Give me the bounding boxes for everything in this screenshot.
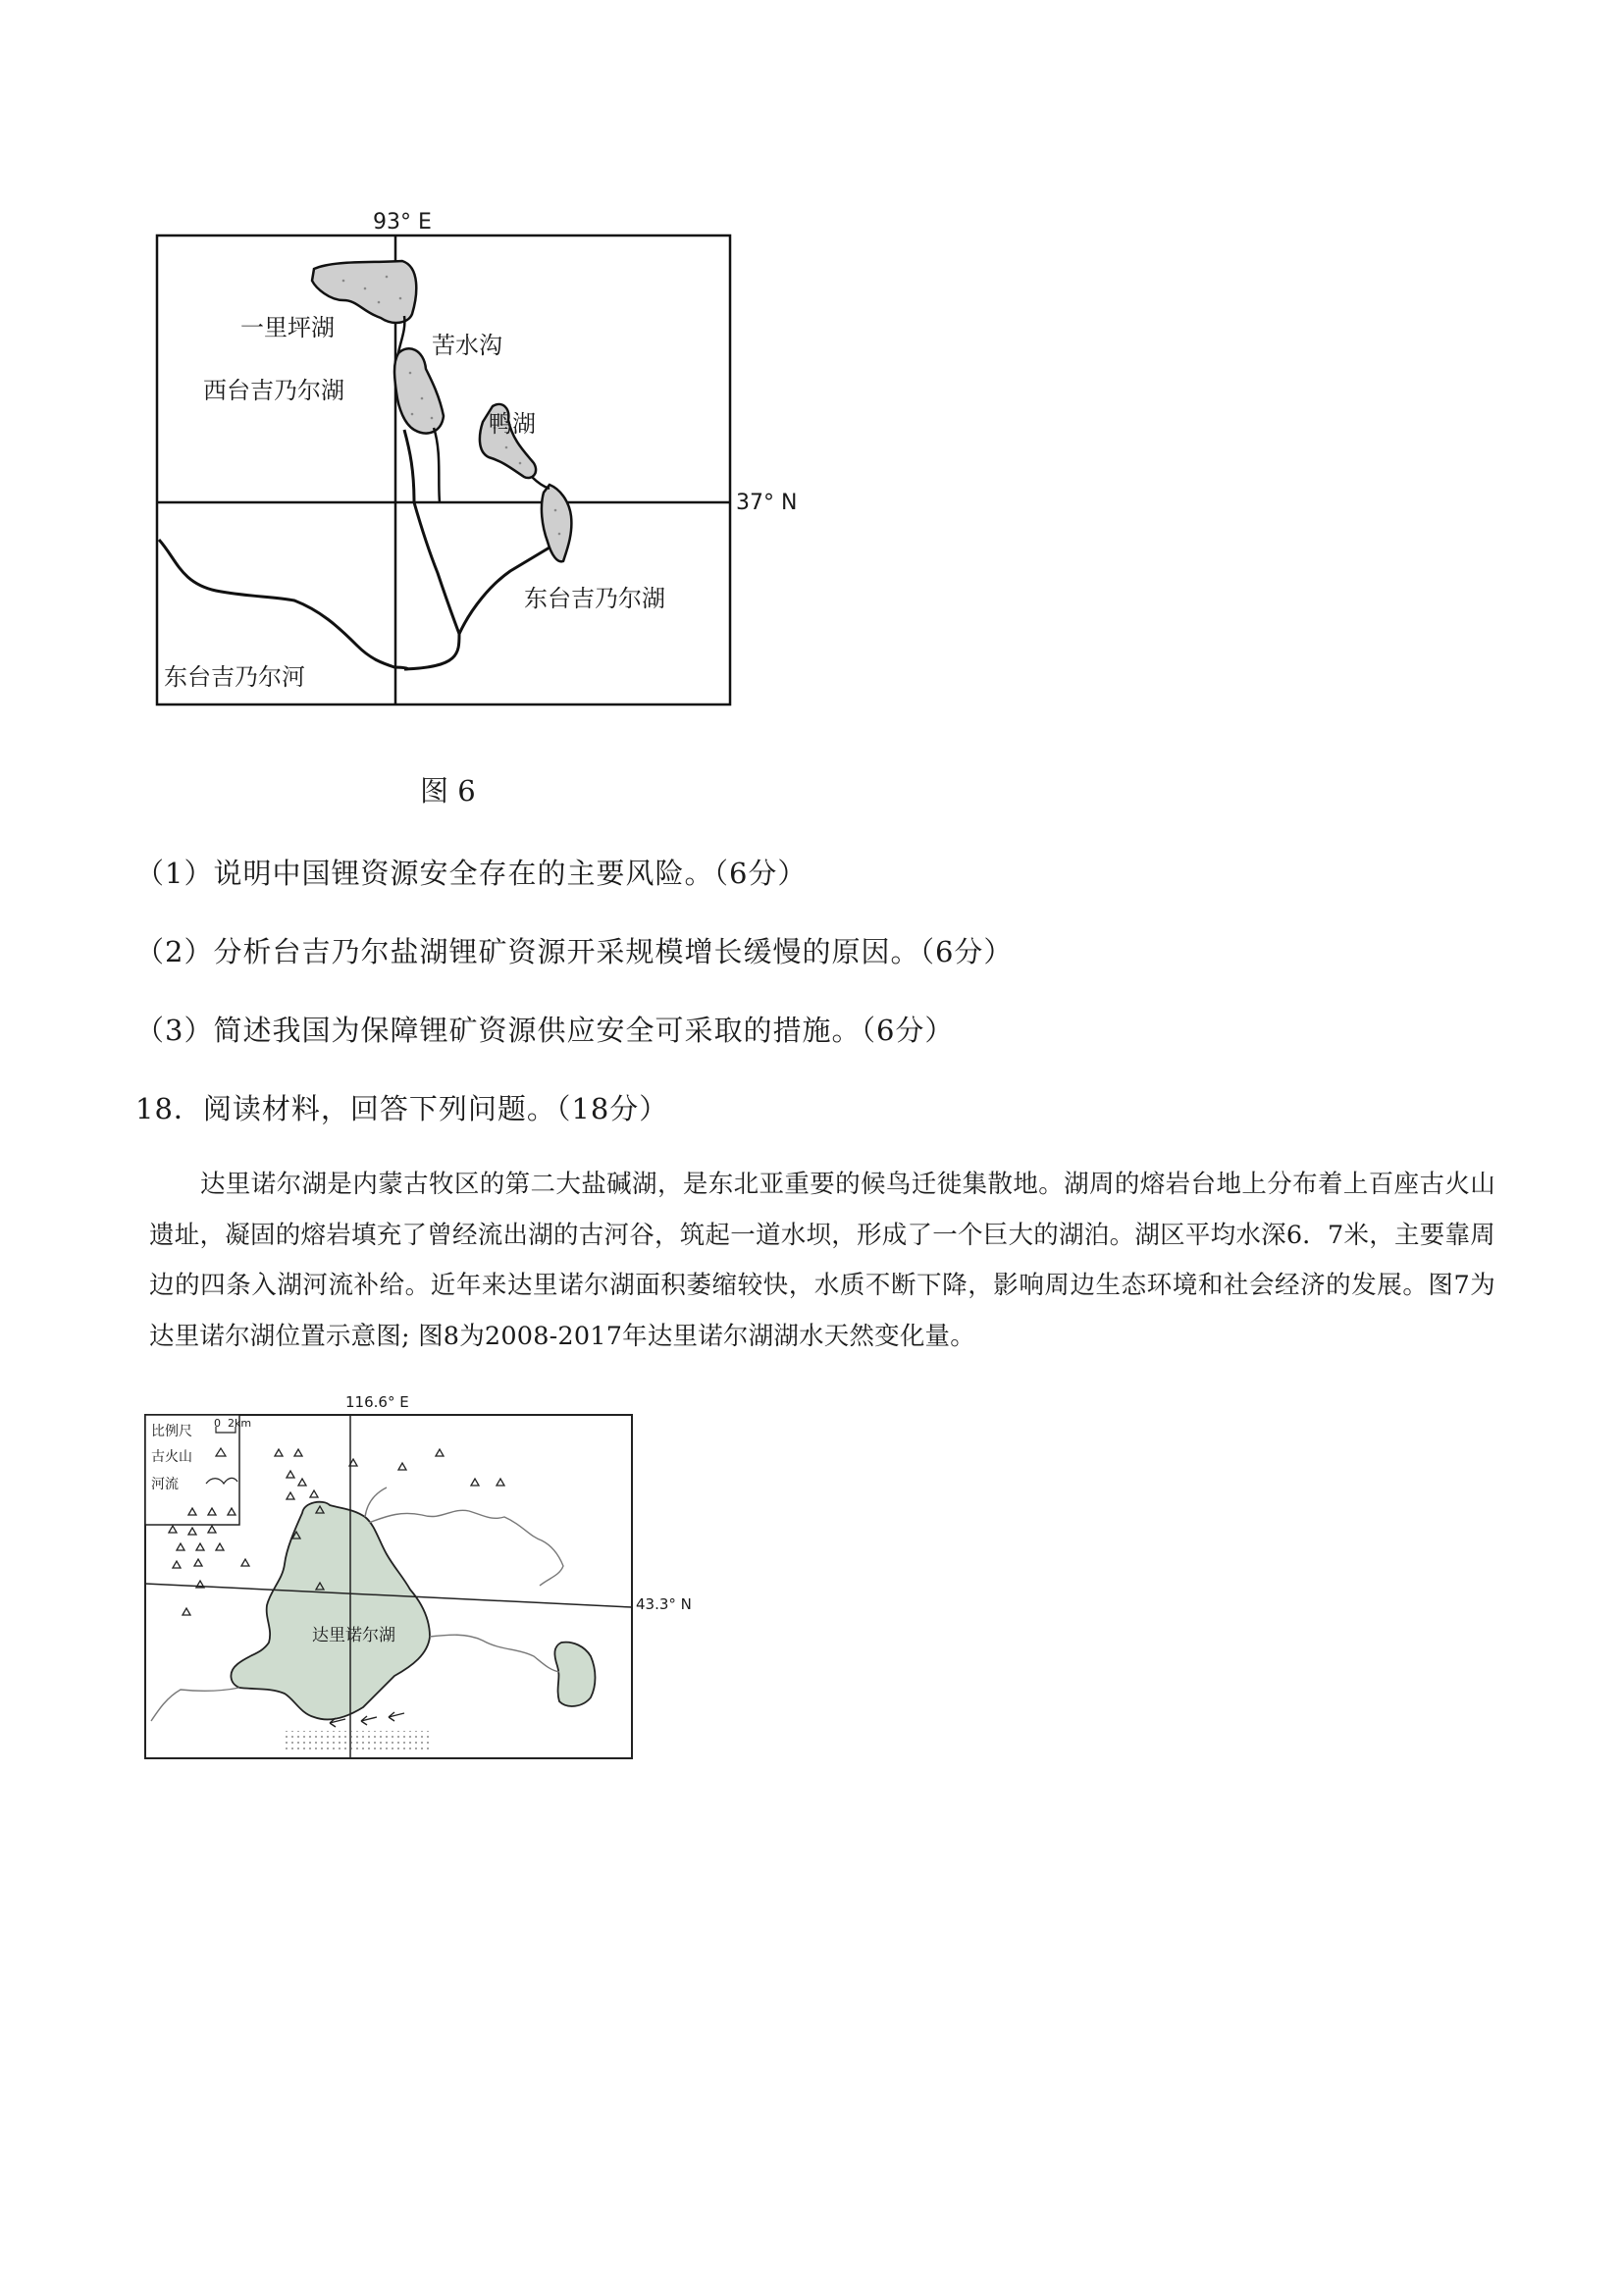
xitaijinaierhu-lake (394, 348, 444, 433)
river-xitai-link (434, 428, 440, 502)
meridian-116e-label: 116.6° E (345, 1393, 409, 1411)
parallel-37n-label: 37° N (736, 491, 798, 515)
kushuigou-label: 苦水沟 (432, 332, 502, 359)
question-18-heading: 18．阅读材料，回答下列问题。（18分） (135, 1092, 669, 1125)
figure-6-caption: 图 6 (420, 774, 476, 808)
parallel-43n-label: 43.3° N (636, 1595, 692, 1613)
lake-label: 达里诺尔湖 (312, 1626, 395, 1645)
legend-scale-label: 比例尺 (151, 1424, 192, 1439)
sand-area (283, 1731, 430, 1752)
dongtaijinaierhu-label: 东台吉乃尔湖 (524, 585, 665, 612)
question-17-3: （3）简述我国为保障锂矿资源供应安全可采取的措施。（6分） (135, 1014, 955, 1047)
yahu-label: 鸭湖 (489, 410, 536, 438)
river-northwest (365, 1487, 387, 1517)
dongtaijinaierhe-river (159, 540, 407, 669)
legend-scale-value: 0 2km (214, 1417, 252, 1430)
question-17-2: （2）分析台吉乃尔盐湖锂矿资源开采规模增长缓慢的原因。（6分） (135, 935, 1014, 968)
legend-river-label: 河流 (151, 1477, 179, 1492)
figure-6 (147, 206, 834, 716)
figure-6-map (147, 206, 834, 716)
river-southwest (151, 1688, 239, 1721)
river-branch-west (404, 430, 459, 669)
legend-volcano-label: 古火山 (151, 1449, 192, 1465)
yilipinghu-label: 一里坪湖 (240, 314, 335, 341)
yahu-outlet (532, 477, 550, 489)
east-small-lake (554, 1643, 595, 1706)
xitaijinaierhu-label: 西台吉乃尔湖 (203, 377, 344, 404)
dalinuoer-lake (231, 1502, 430, 1720)
question-17-1: （1）说明中国锂资源安全存在的主要风险。（6分） (135, 857, 808, 890)
figure-7-map (137, 1393, 726, 1776)
figure-7 (137, 1393, 726, 1776)
river-southeast (430, 1635, 559, 1672)
meridian-93e-label: 93° E (373, 210, 432, 235)
question-18-paragraph: 达里诺尔湖是内蒙古牧区的第二大盐碱湖，是东北亚重要的候鸟迁徙集散地。湖周的熔岩台地上分布着上百座古火山遗址，凝固的熔岩填充了曾经流出湖的古河谷，筑起一道水坝，形成了一个巨大的湖泊。湖区平均水深6．7米，主要靠周边的四条入湖河流补给。近年来达里诺尔湖面积萎缩较快，水质不断下降，影响周边生态环境和社会经济的发展。图7为达里诺尔湖位置示意图; 图8为2008-2017年达里诺尔湖湖水天然变化量。 (149, 1170, 1495, 1351)
map-frame (157, 235, 730, 704)
dongtaijinaierhe-label: 东台吉乃尔河 (164, 663, 305, 691)
